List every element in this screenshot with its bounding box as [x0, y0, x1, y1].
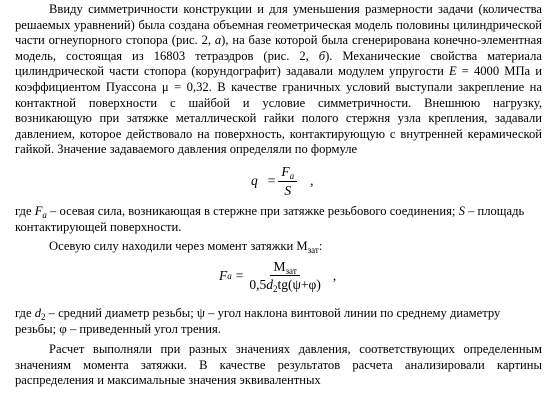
- formula-lhs: q: [251, 173, 258, 189]
- text-run: – средний диаметр резьбы;: [45, 305, 197, 320]
- formula-comma: ,: [310, 173, 314, 189]
- symbol-E: E: [448, 64, 457, 79]
- formula-fraction: [278, 164, 297, 198]
- fraction-numerator: [270, 259, 299, 277]
- formula-lhs: F: [219, 268, 228, 284]
- text-run: = 4000 МПа и коэффициентом Пуассона μ = 0,32. В качестве граничных условий выступали закрепление на контактной поверхности с шайбой и условие симметричности. Внешнюю нагрузку, возникающую при затяжке металлической гайки полого стержня узла крепления, задавали давлением, которое действовало на поверхность, контактирующую с внутренней керамической гайкой. Значение задаваемого давления определяли по формуле: [15, 64, 542, 157]
- paragraph-model-description: [15, 2, 542, 158]
- subscript-a: a: [289, 170, 295, 181]
- paragraph-calculation: Расчет выполняли при разных значениях давления, соответствующих определенным значениям момента затяжки. В качестве результатов расчета анализировали картины распределения и максимальные значения эквивалентных: [15, 341, 542, 388]
- figure-ref-b: б: [318, 48, 326, 63]
- formula-axial-force: [15, 255, 542, 305]
- subscript-zat: зат: [307, 245, 319, 256]
- formula-eq: =: [267, 173, 276, 189]
- text-run: ). Механические свойства материала цилиндрической части стопора (корундографит) задавали модулем упругости: [15, 48, 542, 79]
- text-run: – приведенный угол трения.: [66, 322, 221, 337]
- text-run: ), на базе которой была сгенерирована конечно-элементная модель, состоящая из 16803 тетраэдров (рис. 2,: [15, 33, 542, 63]
- paragraph-axial-force: [15, 239, 542, 255]
- figure-ref-a: а: [214, 33, 222, 48]
- symbol-S: S: [284, 182, 292, 198]
- text-run: Осевую силу находили через момент затяжки М: [49, 239, 308, 254]
- text-run: :: [318, 239, 323, 254]
- symbol-F: F: [281, 163, 290, 179]
- subscript-2: 2: [40, 311, 46, 322]
- subscript-a: a: [42, 209, 47, 220]
- formula-fraction: [246, 259, 323, 293]
- formula-comma: ,: [332, 268, 337, 284]
- formula-pressure: [15, 158, 542, 204]
- symbol-d: d: [34, 305, 41, 320]
- symbol-F: F: [34, 203, 43, 218]
- symbol-S: S: [458, 203, 465, 218]
- symbol-M: М: [273, 258, 286, 274]
- fraction-denominator: [246, 276, 323, 293]
- symbol-phi: φ: [59, 321, 67, 337]
- text-run: – площадь контактирующей поверхности.: [15, 203, 525, 234]
- formula-eq: =: [235, 268, 244, 284]
- subscript-2: 2: [273, 284, 278, 295]
- paragraph-where-1: [15, 204, 542, 235]
- text-run: Ввиду симметричности конструкции и для уменьшения размерности задачи (количества решаемых уравнений) была создана объемная геометрическая модель половины цилиндрической части огнеупорного стопора (рис. 2,: [15, 2, 542, 48]
- symbol-d: d: [266, 277, 273, 293]
- text-run: – угол наклона винтовой линии по среднему диаметру резьбы;: [15, 305, 501, 337]
- coefficient: 0,5: [249, 277, 267, 293]
- tangent-term: tg(ψ+φ): [277, 277, 321, 293]
- symbol-psi: ψ: [196, 304, 205, 320]
- text-run: – осевая сила, возникающая в стержне при затяжке резьбового соединения;: [46, 203, 459, 218]
- fraction-numerator: [278, 164, 297, 182]
- subscript-a: a: [227, 270, 232, 281]
- paragraph-where-2: [15, 305, 542, 338]
- subscript-zat: зат: [285, 265, 297, 276]
- text-run: где: [15, 203, 35, 218]
- fraction-denominator: [281, 182, 294, 199]
- text-run: где: [15, 305, 35, 320]
